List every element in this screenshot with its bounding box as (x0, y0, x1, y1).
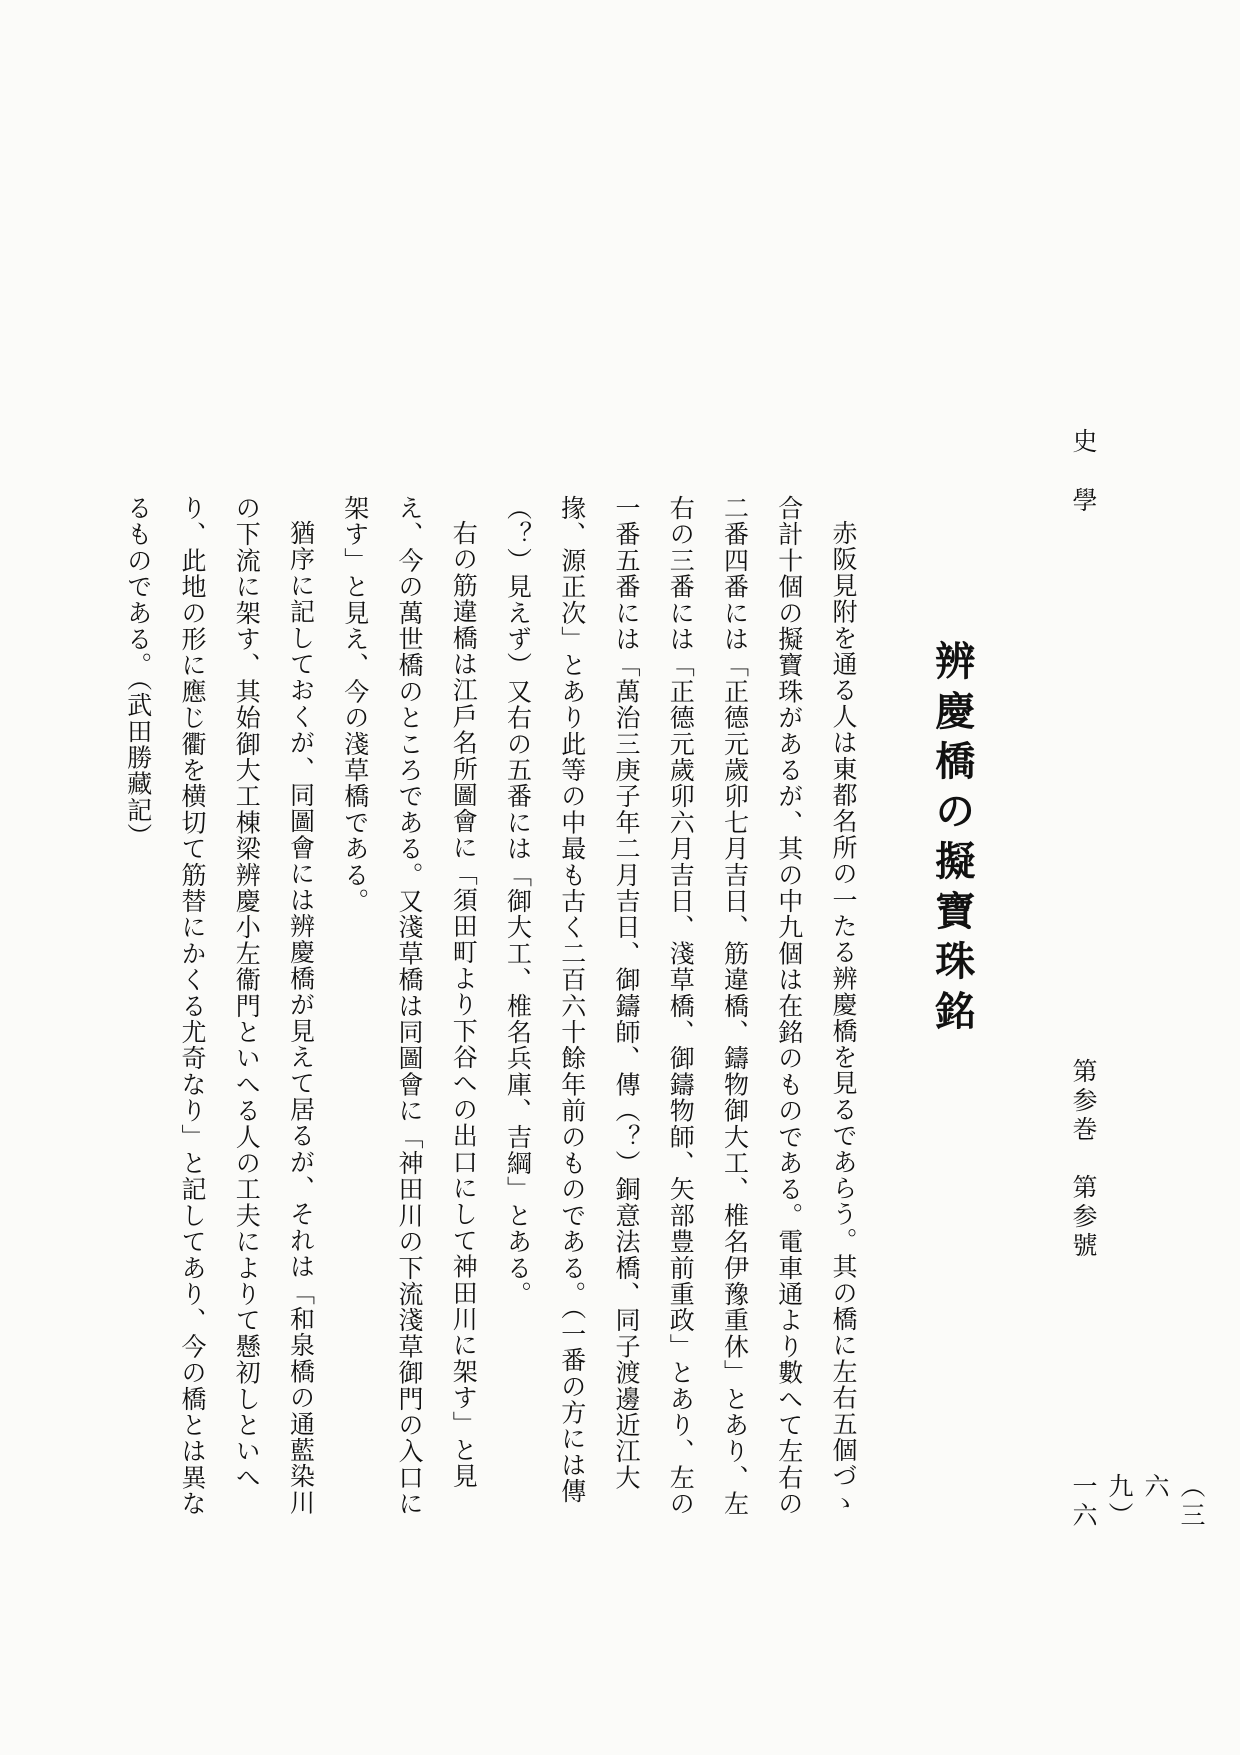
volume-issue: 第参巻 第参號 (1069, 1058, 1098, 1261)
paragraph-text: 猶序に記しておくが、同圖會には辨慶橋が見えて居るが、それは「和泉橋の通藍染川の下流に架す、其始御大工棟梁辨慶小左衞門といへる人の工夫によりて懸初しといへり、此地の形に應じ衢を横切て筋替にかくる尤奇なり」と記してあり、今の橋とは異なるものである。 (123, 495, 316, 1517)
article-body (111, 495, 871, 1525)
author-signature: （武田勝藏記） (123, 678, 153, 850)
page-number: （三六九）一六 (1069, 1473, 1206, 1531)
article-title: 辨慶橋の擬寶珠銘 (928, 640, 976, 1040)
journal-name: 史學 (1069, 428, 1098, 546)
paragraph: 右の筋違橋は江戶名所圖會に「須田町より下谷への出口にして神田川に架す」と見え、今の萬世橋のところである。又淺草橋は同圖會に「神田川の下流淺草御門の入口に架す」と見え、今の淺草橋である。 (340, 495, 479, 1517)
paragraph (111, 495, 328, 1525)
running-header (1050, 428, 1206, 1531)
paragraph: 赤阪見附を通る人は東都名所の一たる辨慶橋を見るであらう。其の橋に左右五個づゝ合計十個の擬寶珠があるが、其の中九個は在銘のものである。電車通より數へて左右の二番四番には「正德元歲卯七月吉日、筋違橋、鑄物御大工、椎名伊豫重休」とあり、左右の三番には「正德元歲卯六月吉日、淺草橋、御鑄物師、矢部豊前重政」とあり、左の一番五番には「萬治三庚子年二月吉日、御鑄師、傳（？）銅意法橋、同子渡邊近江大掾、源正次」とあり此等の中最も古く二百六十餘年前のものである。（一番の方には傳（？）見えず）又右の五番には「御大工、椎名兵庫、吉綱」とある。 (503, 495, 858, 1517)
